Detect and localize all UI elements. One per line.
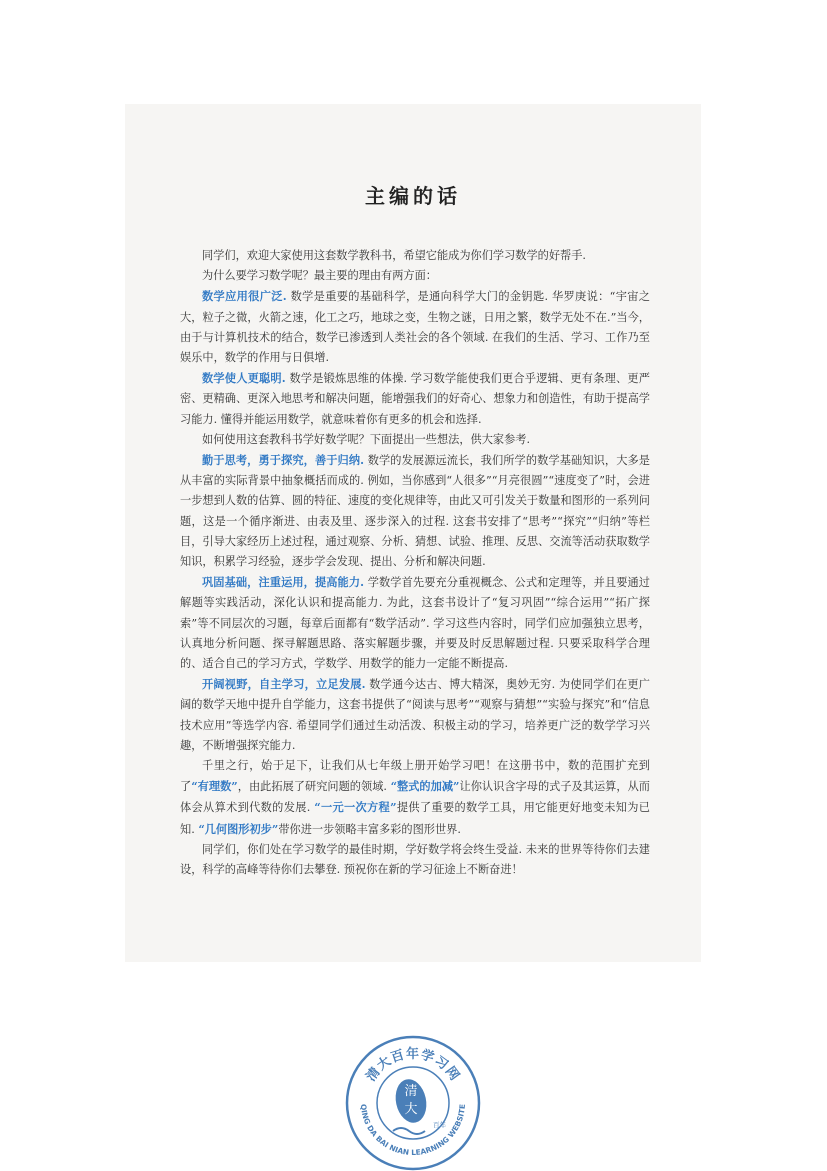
highlighted-phrase: “一元一次方程” <box>314 800 397 815</box>
paragraph-6 <box>180 450 650 572</box>
paragraph-text: 同学们，你们处在学习数学的最佳时期，学好数学将会终生受益. 未来的世界等待你们去建设，科学的高峰等待你们去攀登. 预祝你在新的学习征途上不断奋进！ <box>180 842 650 877</box>
scanned-page <box>125 104 701 962</box>
page-title: 主编的话 <box>365 184 461 208</box>
paragraph-2 <box>180 266 650 286</box>
highlighted-phrase: 巩固基础，注重运用，提高能力. <box>202 575 365 590</box>
paragraph-text: 提供了重要的数学工具，用它能更好地变未知为已知. <box>180 801 650 836</box>
highlighted-phrase: 开阔视野，自主学习，立足发展. <box>202 677 366 692</box>
highlighted-phrase: 勤于思考，勇于探究，善于归纳. <box>202 453 365 468</box>
highlighted-phrase: “有理数” <box>191 779 238 794</box>
paragraph-text: 让你认识含字母的式子及其运算，从而体会从算术到代数的发展. <box>180 780 650 815</box>
paragraph-4 <box>180 368 650 430</box>
website-seal-logo <box>345 1035 481 1171</box>
paragraph-text: 为什么要学习数学呢？最主要的理由有两方面： <box>202 269 437 283</box>
paragraph-7 <box>180 572 650 674</box>
paragraph-text: 千里之行，始于足下，让我们从七年级上册开始学习吧！在这册书中，数的范围扩充到了 <box>180 759 650 794</box>
seal-wave-mark <box>393 1128 425 1134</box>
seal-small-text: 百年 <box>433 1121 446 1129</box>
paragraph-text: 带你进一步领略丰富多彩的图形世界. <box>278 822 461 836</box>
highlighted-phrase: 数学应用很广泛. <box>202 289 287 304</box>
paragraph-1 <box>180 246 650 266</box>
paragraph-3 <box>180 286 650 368</box>
paragraph-9 <box>180 756 650 840</box>
paragraph-text: 数学是重要的基础科学，是通向科学大门的金钥匙. 华罗庚说：“宇宙之大，粒子之微，火箭之速，化工之巧，地球之变，生物之谜，日用之繁，数学无处不在.”当今，由于与计算机技术的结合，数学已渗透到人类社会的各个领域. 在我们的生活、学习、工作乃至娱乐中，数学的作用与日俱增. <box>180 290 650 365</box>
paragraph-10 <box>180 840 650 880</box>
paragraph-text: 数学通今达古、博大精深，奥妙无穷. 为使同学们在更广阔的数学天地中提升自学能力，这套书提供了“阅读与思考”“观察与猜想”“实验与探究”和“信息技术应用”等选学内容. 希望同学们通过生动活泼、积极主动的学习，培养更广泛的数学学习兴趣，不断增强探究能力. <box>180 678 650 752</box>
body-text <box>180 246 650 880</box>
paragraph-text: 学数学首先要充分重视概念、公式和定理等，并且要通过解题等实践活动，深化认识和提高能力. 为此，这套书设计了“复习巩固”“综合运用”“拓广探索”等不同层次的习题，每章后面都有“数学活动”. 学习这些内容时，同学们应加强独立思考，认真地分析问题、探寻解题思路、落实解题步骤，并要及时反思解题过程. 只要采取科学合理的、适合自己的学习方式，学数学、用数学的能力一定能不断提高. <box>180 576 650 671</box>
seal-center-char-1: 清 <box>404 1084 418 1099</box>
paragraph-5 <box>180 430 650 450</box>
paragraph-8 <box>180 674 650 756</box>
seal-bottom-text: QING DA BAI NIAN LEARNING WEBSITE <box>358 1103 468 1158</box>
seal-center-char-2: 大 <box>404 1102 418 1117</box>
paragraph-text: 数学是锻炼思维的体操. 学习数学能使我们更合乎逻辑、更有条理、更严密、更精确、更深入地思考和解决问题，能增强我们的好奇心、想象力和创造性，有助于提高学习能力. 懂得并能运用数学，就意味着你有更多的机会和选择. <box>180 372 650 426</box>
seal-top-text: 清大百年学习网 <box>363 1047 463 1085</box>
paragraph-text: 如何使用这套教科书学好数学呢？下面提出一些想法，供大家参考. <box>202 432 530 446</box>
paragraph-text: 数学的发展源远流长，我们所学的数学基础知识，大多是从丰富的实际背景中抽象概括而成的. 例如，当你感到“人很多”“月亮很圆”“速度变了”时，会进一步想到人数的估算、圆的特征、速度的变化规律等，由此又可引发关于数量和图形的一系列问题，这是一个循序渐进、由表及里、逐步深入的过程. 这套书安排了“思考”“探究”“归纳”等栏目，引导大家经历上述过程，通过观察、分析、猜想、试验、推理、反思、交流等活动获取数学知识，积累学习经验，逐步学会发现、提出、分析和解决问题. <box>180 454 650 569</box>
paragraph-text: 同学们，欢迎大家使用这套数学教科书，希望它能成为你们学习数学的好帮手. <box>202 249 586 262</box>
highlighted-phrase: “几何图形初步” <box>198 821 279 836</box>
highlighted-phrase: “整式的加减” <box>390 779 460 794</box>
highlighted-phrase: 数学使人更聪明. <box>202 371 286 386</box>
paragraph-text: ，由此拓展了研究问题的领域. <box>237 780 391 794</box>
